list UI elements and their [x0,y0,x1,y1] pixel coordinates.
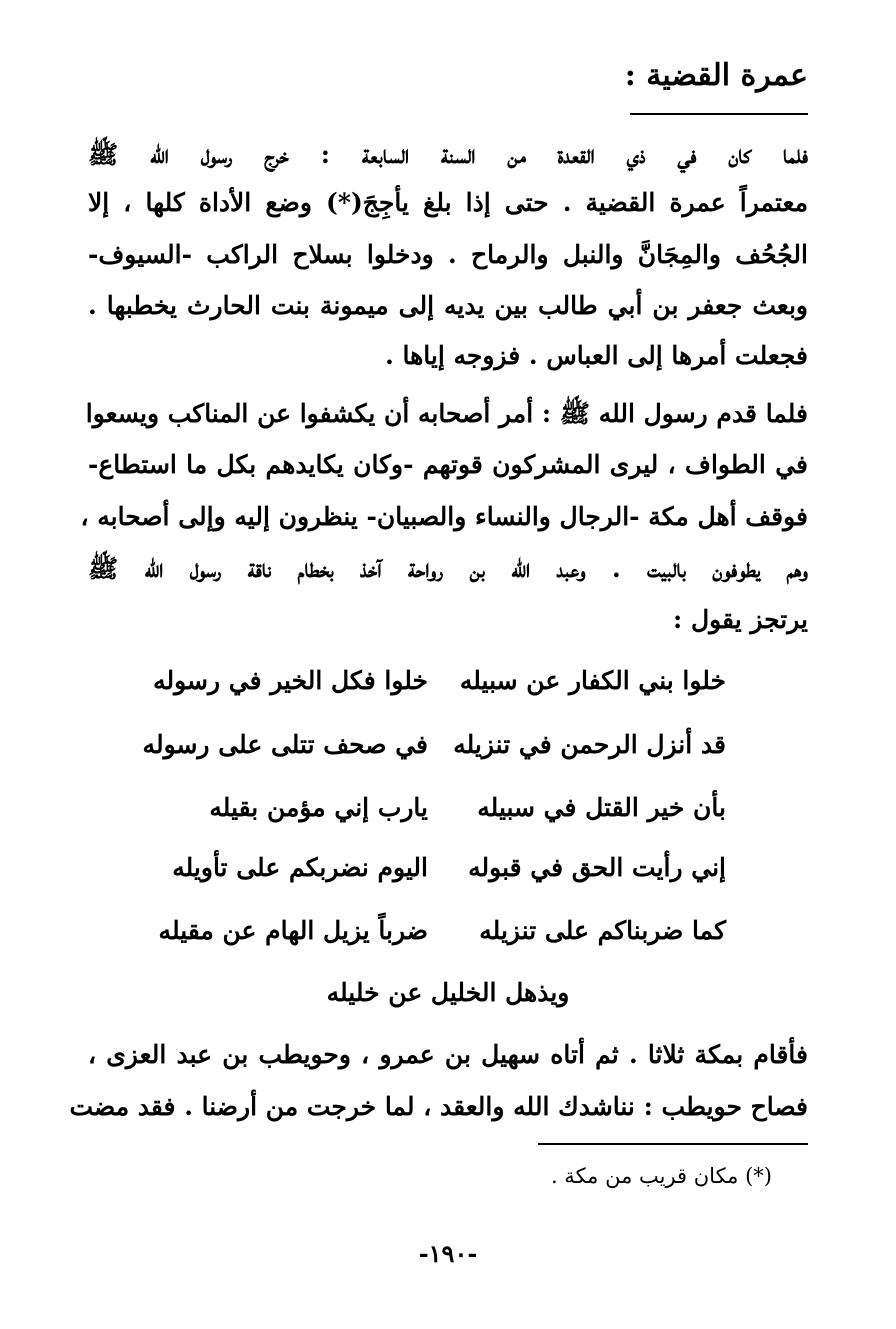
paragraph1-line-4: وبعث جعفر بن أبي طالب بين يديه إلى ميمونة بنت الحارث يخطبها . [88,291,808,320]
paragraph3-line-1: فأقام بمكة ثلاثا . ثم أتاه سهيل بن عمرو ، وحويطب بن عبد العزى ، [88,1040,808,1069]
paragraph1-line-2: معتمراً عمرة القضية . حتى إذا بلغ يأجِجَ(*) وضع الأداة كلها ، إلا [88,188,808,217]
poem-verse-4-second-hemistich: اليوم نضربكم على تأويله [172,853,428,882]
poem-verse-5-second-hemistich: ضرباً يزيل الهام عن مقيله [158,916,428,945]
title-underline [630,113,808,115]
paragraph2-line-2: في الطواف ، ليرى المشركون قوتهم -وكان يكايدهم بكل ما استطاع- [88,450,808,479]
poem-verse-4-first-hemistich: إني رأيت الحق في قبوله [468,853,726,882]
paragraph1-line-3: الجُحُف والمِجَانَّ والنبل والرماح . ودخلوا بسلاح الراكب -السيوف- [88,240,808,269]
paragraph1-line-5: فجعلت أمرها إلى العباس . فزوجه إياها . [385,341,808,370]
footnote-separator [538,1143,808,1145]
page-number: -١٩٠- [418,1239,478,1268]
paragraph2-line-4: وهم يطوفون بالبيت . وعبد الله بن رواحة آخذ بخطام ناقة رسول الله ﷺ [88,554,808,583]
poem-verse-5-first-hemistich: كما ضربناكم على تنزيله [479,916,726,945]
paragraph2-line-1: فلما قدم رسول الله ﷺ : أمر أصحابه أن يكشفوا عن المناكب ويسعوا [85,399,808,428]
paragraph2-line-3: فوقف أهل مكة -الرجال والنساء والصبيان- ينظرون إليه وإلى أصحابه ، [80,502,808,531]
section-title: عمرة القضية : [624,58,808,93]
footnote: (*) مكان قريب من مكة . [550,1164,772,1188]
poem-verse-3-second-hemistich: يارب إني مؤمن بقيله [209,793,428,822]
poem-closing-line: ويذهل الخليل عن خليله [326,978,570,1007]
paragraph1-line-1: فلما كان في ذي القعدة من السنة السابعة : خرج رسول الله ﷺ [88,140,808,169]
poem-verse-1-second-hemistich: خلوا فكل الخير في رسوله [153,666,428,695]
paragraph3-line-2: فصاح حويطب : نناشدك الله والعقد ، لما خرجت من أرضنا . فقد مضت [69,1092,808,1121]
paragraph2-line-5: يرتجز يقول : [673,605,808,634]
poem-verse-3-first-hemistich: بأن خير القتل في سبيله [477,793,726,822]
poem-verse-2-first-hemistich: قد أنزل الرحمن في تنزيله [453,730,726,759]
poem-verse-1-first-hemistich: خلوا بني الكفار عن سبيله [459,666,726,695]
poem-verse-2-second-hemistich: في صحف تتلى على رسوله [142,730,428,759]
